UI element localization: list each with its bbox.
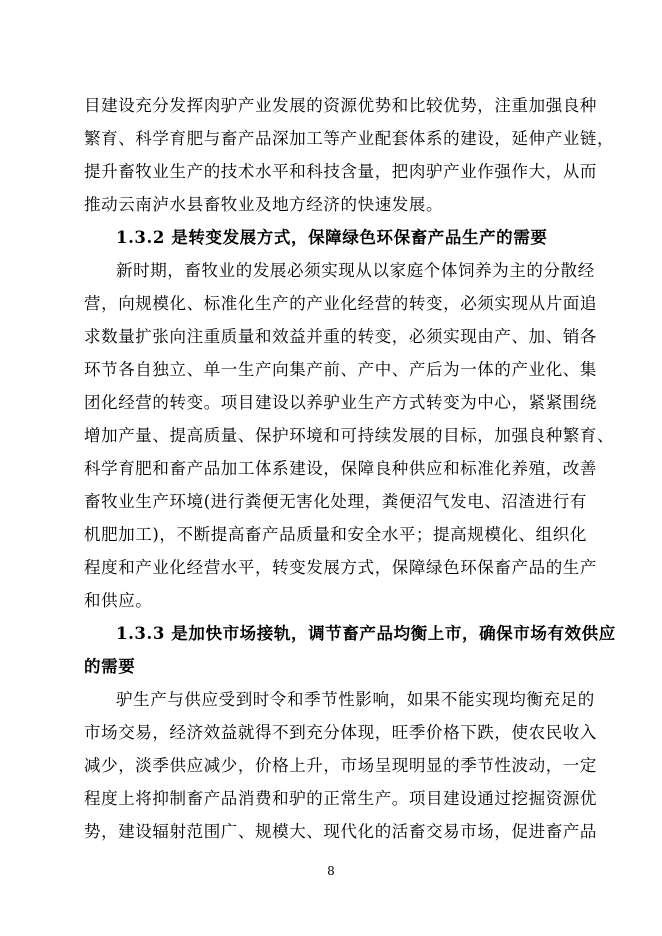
paragraph-line: 畜牧业生产环境(进行粪便无害化处理，粪便沼气发电、沼渣进行有 xyxy=(84,492,587,511)
paragraph-line: 环节各自独立、单一生产向集产前、产中、产后为一体的产业化、集 xyxy=(84,360,597,379)
section-heading-1-3-3-cont: 的需要 xyxy=(84,657,136,676)
paragraph-line: 和供应。 xyxy=(84,591,153,610)
paragraph-line: 求数量扩张向注重质量和效益并重的转变，必须实现由产、加、销各 xyxy=(84,327,597,346)
paragraph-line: 机肥加工)，不断提高畜产品质量和安全水平；提高规模化、组织化 xyxy=(84,525,587,544)
page-number: 8 xyxy=(327,864,335,878)
paragraph-line: 新时期，畜牧业的发展必须实现从以家庭个体饲养为主的分散经 xyxy=(116,261,595,280)
paragraph-line: 市场交易，经济效益就得不到充分体现，旺季价格下跌，使农民收入 xyxy=(84,723,597,742)
paragraph-line: 提升畜牧业生产的技术水平和科技含量，把肉驴产业作强作大，从而 xyxy=(84,162,597,181)
paragraph-line: 目建设充分发挥肉驴产业发展的资源优势和比较优势，注重加强良种 xyxy=(84,96,597,115)
paragraph-line: 繁育、科学育肥与畜产品深加工等产业配套体系的建设，延伸产业链， xyxy=(84,129,615,148)
paragraph-line: 驴生产与供应受到时令和季节性影响，如果不能实现均衡充足的 xyxy=(116,690,595,709)
paragraph-line: 营，向规模化、标准化生产的产业化经营的转变，必须实现从片面追 xyxy=(84,294,597,313)
paragraph-line: 团化经营的转变。项目建设以养驴业生产方式转变为中心，紧紧围绕 xyxy=(84,393,597,412)
paragraph-line: 科学育肥和畜产品加工体系建设，保障良种供应和标准化养殖，改善 xyxy=(84,459,597,478)
paragraph-line: 势，建设辐射范围广、规模大、现代化的活畜交易市场，促进畜产品 xyxy=(84,822,597,841)
paragraph-line: 程度和产业化经营水平，转变发展方式，保障绿色环保畜产品的生产 xyxy=(84,558,597,577)
section-heading-1-3-2: 1.3.2 是转变发展方式，保障绿色环保畜产品生产的需要 xyxy=(116,228,548,247)
paragraph-line: 减少，淡季供应减少，价格上升，市场呈现明显的季节性波动，一定 xyxy=(84,756,597,775)
section-heading-1-3-3: 1.3.3 是加快市场接轨，调节畜产品均衡上市，确保市场有效供应 xyxy=(116,624,616,643)
paragraph-line: 增加产量、提高质量、保护环境和可持续发展的目标，加强良种繁育、 xyxy=(84,426,615,445)
paragraph-line: 程度上将抑制畜产品消费和驴的正常生产。项目建设通过挖掘资源优 xyxy=(84,789,597,808)
paragraph-line: 推动云南泸水县畜牧业及地方经济的快速发展。 xyxy=(84,195,444,214)
